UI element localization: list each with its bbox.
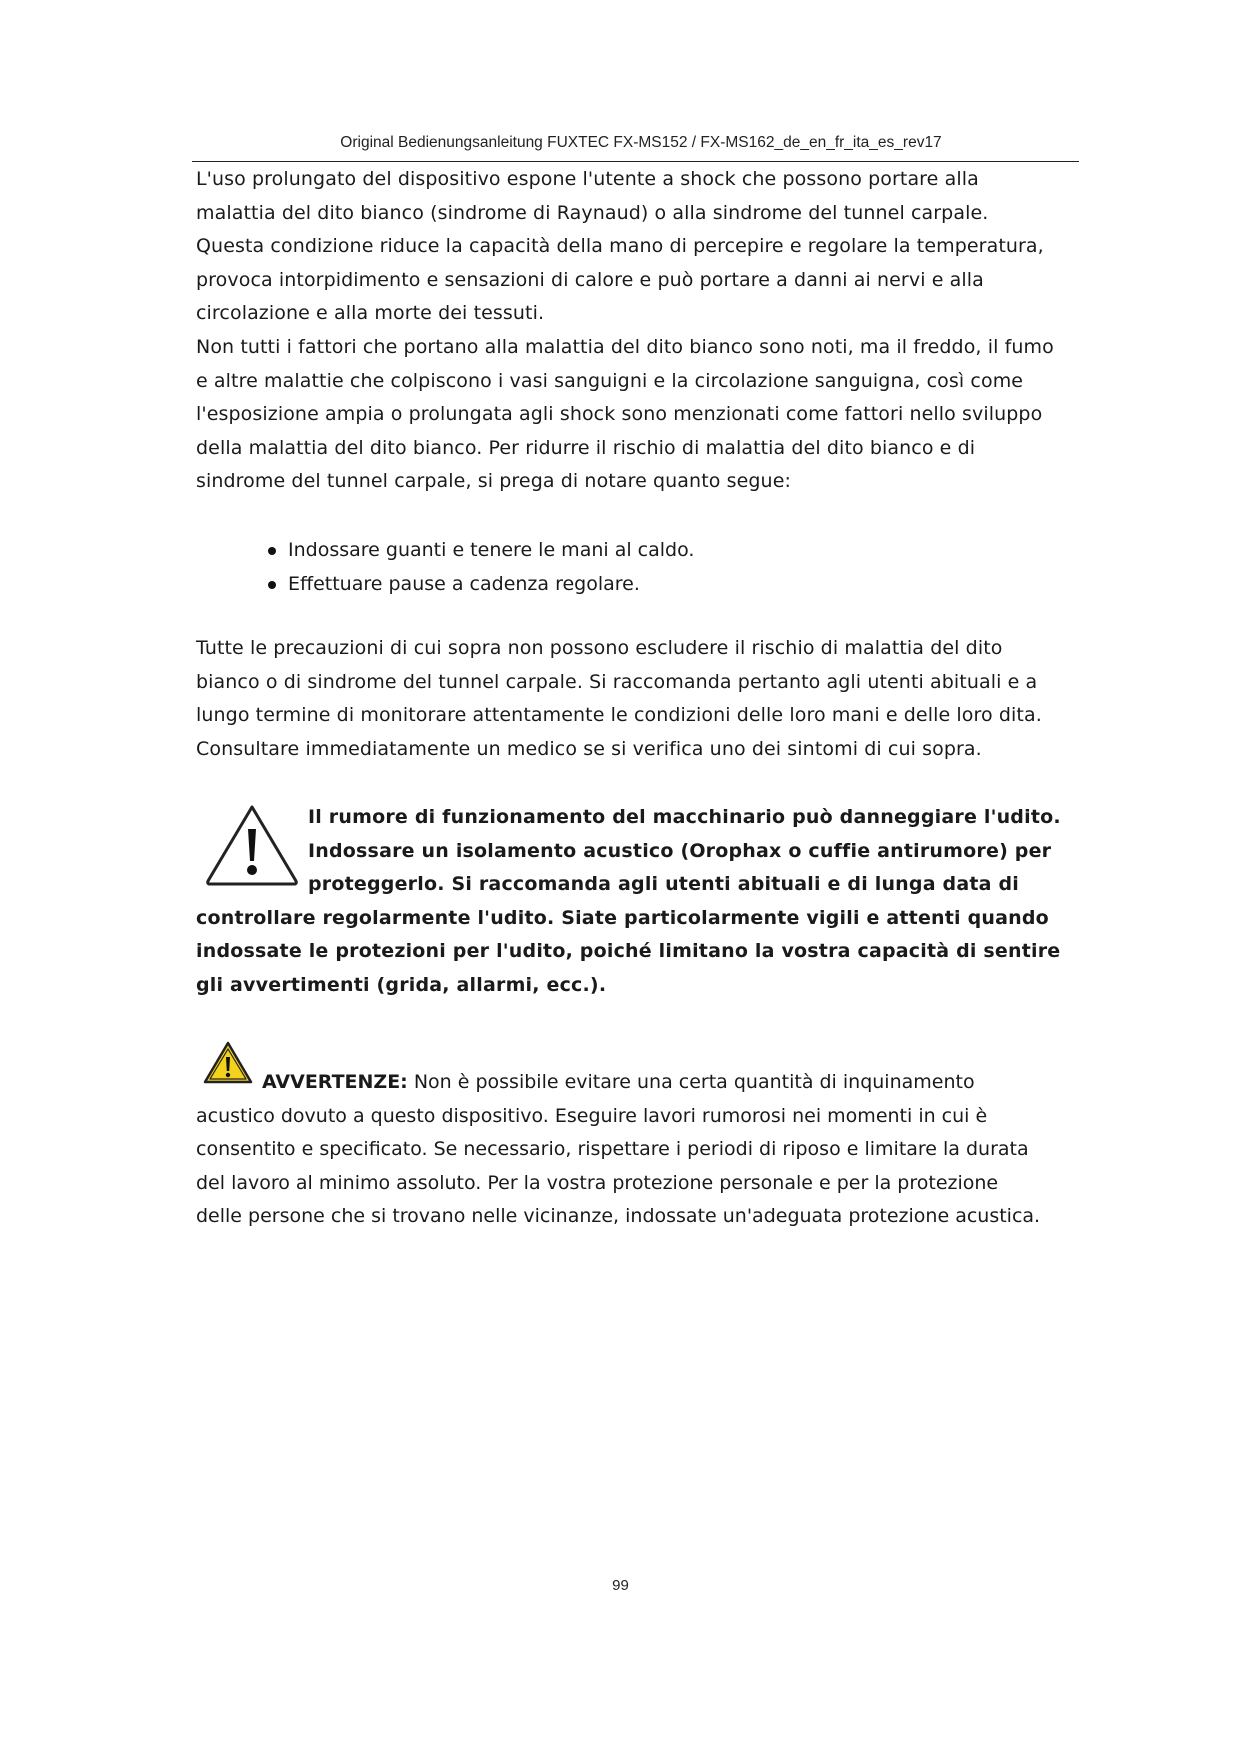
paragraph-monitoring [196, 632, 1086, 766]
text-line: consentito e specificato. Se necessario, rispettare i periodi di riposo e limitare la durata [196, 1138, 1029, 1161]
text-line: l'esposizione ampia o prolungata agli shock sono menzionati come fattori nello sviluppo [196, 403, 1043, 426]
page-header: Original Bedienungsanleitung FUXTEC FX-MS152 / FX-MS162_de_en_fr_ita_es_rev17 [340, 134, 942, 151]
text-line: della malattia del dito bianco. Per ridurre il rischio di malattia del dito bianco e di [196, 436, 976, 459]
text-line: proteggerlo. Si raccomanda agli utenti abituali e di lunga data di [308, 873, 1019, 896]
text-line: Il rumore di funzionamento del macchinario può danneggiare l'udito. [308, 806, 1061, 828]
text-line: bianco o di sindrome del tunnel carpale. Si raccomanda pertanto agli utenti abituali e a [196, 670, 1038, 693]
text-line: lungo termine di monitorare attentamente le condizioni delle loro mani e delle loro dita. [196, 704, 1042, 727]
avvertenze-first-line [196, 1066, 1086, 1100]
text-line: malattia del dito bianco (sindrome di Raynaud) o alla sindrome del tunnel carpale. [196, 201, 989, 224]
text-line: indossate le protezioni per l'udito, poiché limitano la vostra capacità di sentire [196, 940, 1061, 963]
avvertenze-label: AVVERTENZE: [262, 1071, 408, 1093]
avvertenze-text [196, 1066, 1086, 1234]
text-line: Non tutti i fattori che portano alla malattia del dito bianco sono noti, ma il freddo, il fumo [196, 336, 1054, 358]
paragraph-factors [196, 331, 1086, 499]
text-line: Non è possibile evitare una certa quantità di inquinamento [407, 1071, 975, 1093]
page-number: 99 [612, 1577, 629, 1594]
text-line: Consultare immediatamente un medico se si verifica uno dei sintomi di cui sopra. [196, 737, 982, 760]
text-line: circolazione e alla morte dei tessuti. [196, 302, 545, 325]
text-line: Indossare un isolamento acustico (Orophax o cuffie antirumore) per [308, 839, 1052, 862]
text-line: gli avvertimenti (grida, allarmi, ecc.). [196, 973, 607, 996]
text-line: L'uso prolungato del dispositivo espone l'utente a shock che possono portare alla [196, 168, 979, 190]
text-line: provoca intorpidimento e sensazioni di calore e può portare a danni ai nervi e alla [196, 268, 984, 291]
header-divider [192, 161, 1079, 162]
text-line: sindrome del tunnel carpale, si prega di notare quanto segue: [196, 470, 791, 493]
text-line: acustico dovuto a questo dispositivo. Eseguire lavori rumorosi nei momenti in cui è [196, 1104, 988, 1127]
text-line: del lavoro al minimo assoluto. Per la vostra protezione personale e per la protezione [196, 1171, 999, 1194]
text-line: delle persone che si trovano nelle vicinanze, indossate un'adeguata protezione acustica. [196, 1205, 1041, 1228]
text-line: e altre malattie che colpiscono i vasi sanguigni e la circolazione sanguigna, così come [196, 369, 1024, 392]
text-line: Questa condizione riduce la capacità della mano di percepire e regolare la temperatura, [196, 235, 1044, 258]
text-line: Tutte le precauzioni di cui sopra non possono escludere il rischio di malattia del dito [196, 637, 1003, 659]
list-item: Indossare guanti e tenere le mani al caldo. [264, 533, 694, 567]
list-item: Effettuare pause a cadenza regolare. [264, 567, 694, 601]
paragraph-raynaud [196, 163, 1086, 331]
noise-warning-text [196, 801, 1086, 1003]
text-line: controllare regolarmente l'udito. Siate particolarmente vigili e attenti quando [196, 906, 1049, 929]
precautions-list [264, 533, 694, 601]
